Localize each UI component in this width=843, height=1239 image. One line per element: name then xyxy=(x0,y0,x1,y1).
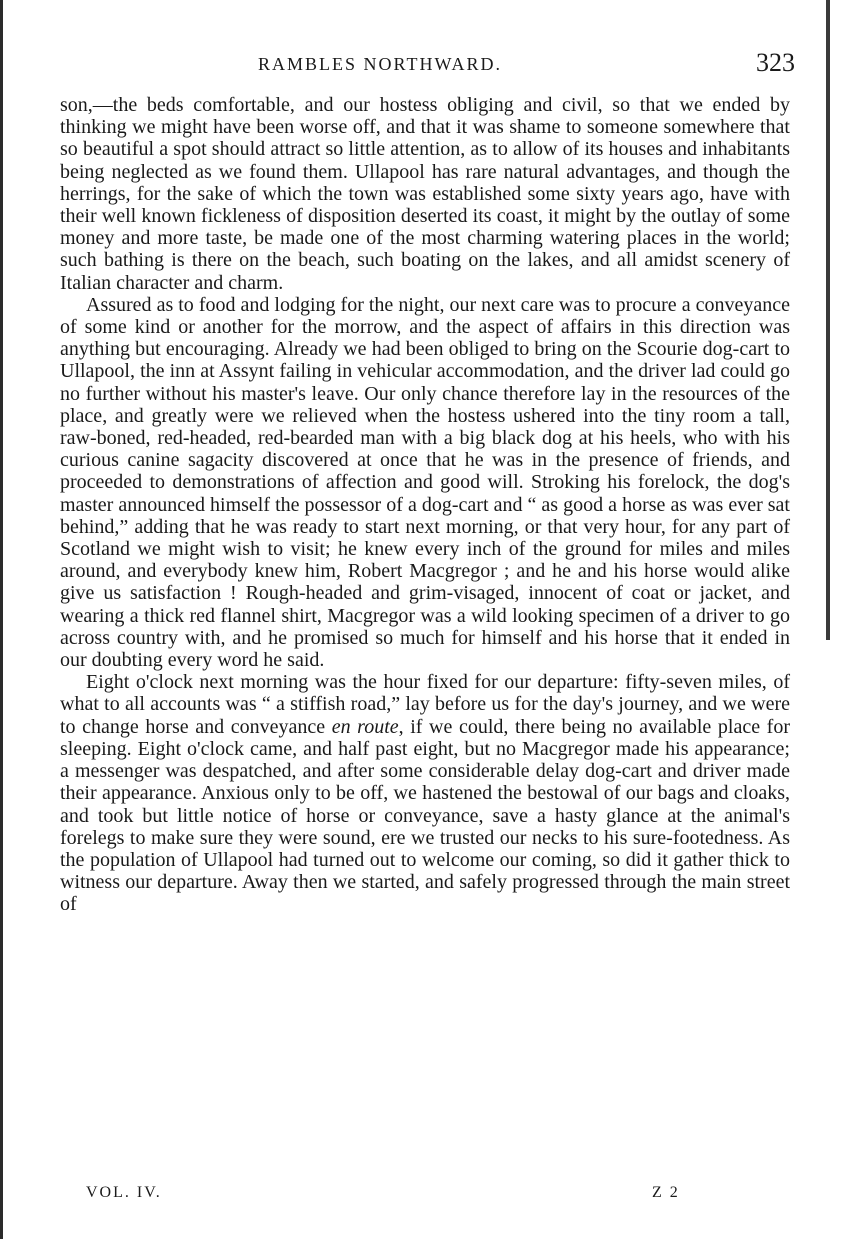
page-number: 323 xyxy=(756,48,795,77)
italic-phrase: en route xyxy=(331,715,399,738)
paragraph-3-start: Eight o'clock next morning was the hour fixed for our departure: fifty-seven miles, of what to all accounts was “ a stiffish road,” lay before us for the day's journey, and we were to change horse and conveyance xyxy=(60,671,790,738)
scan-margin-mark xyxy=(826,0,830,640)
paragraph-1: son,—the beds comfortable, and our hostess obliging and civil, so that we ended by thinking we might have been worse off, and that it was shame to someone somewhere that so beautiful a spot should attract so little attention, as to allow of its houses and inhabitants being neglected as we found them. Ullapool has rare natural advantages, and though the herrings, for the sake of which the town was established some sixty years ago, have with their well known fickleness of disposition deserted its coast, it might by the outlay of some money and more taste, be made one of the most charming watering places in the world; such bathing is there on the beach, such boating on the lakes, and all amidst scenery of Italian character and charm. xyxy=(60,94,790,294)
running-head: RAMBLES NORTHWARD. xyxy=(258,54,502,74)
page-footer xyxy=(60,1184,795,1208)
volume-label: VOL. IV. xyxy=(86,1184,162,1201)
paragraph-3-end: , if we could, there being no available place for sleeping. Eight o'clock came, and half past eight, but no Macgregor made his appearance; a messenger was despatched, and after some considerable delay dog-cart and driver made their appearance. Anxious only to be off, we hastened the bestowal of our bags and cloaks, and took but little notice of horse or conveyance, save a hasty glance at the animal's forelegs to make sure they were sound, ere we trusted our necks to his sure-footedness. As the population of Ullapool had turned out to welcome our coming, so did it gather thick to witness our departure. Away then we started, and safely progressed through the main street of xyxy=(60,715,790,916)
page-header xyxy=(60,48,795,78)
page-binding-edge xyxy=(0,0,21,1239)
signature-mark: Z 2 xyxy=(652,1184,680,1201)
paragraph-3 xyxy=(60,671,790,915)
paragraph-2: Assured as to food and lodging for the night, our next care was to procure a conveyance of some kind or another for the morrow, and the aspect of affairs in this direction was anything but encouraging. Already we had been obliged to bring on the Scourie dog-cart to Ullapool, the inn at Assynt failing in vehicular accommodation, and the driver lad could go no further without his master's leave. Our only chance therefore lay in the resources of the place, and greatly were we relieved when the hostess ushered into the tiny room a tall, raw-boned, red-headed, red-bearded man with a big black dog at his heels, who with his curious canine sagacity discovered at once that he was in the presence of friends, and proceeded to demonstrations of affection and good will. Stroking his forelock, the dog's master announced himself the possessor of a dog-cart and “ as good a horse as was ever sat behind,” adding that he was ready to start next morning, or that very hour, for any part of Scotland we might wish to visit; he knew every inch of the ground for miles and miles around, and everybody knew him, Robert Macgregor ; and he and his horse would alike give us satisfaction ! Rough-headed and grim-visaged, innocent of coat or jacket, and wearing a thick red flannel shirt, Macgregor was a wild looking specimen of a driver to go across country with, and he promised so much for himself and his horse that it ended in our doubting every word he said. xyxy=(60,293,790,672)
body-text xyxy=(60,94,790,916)
